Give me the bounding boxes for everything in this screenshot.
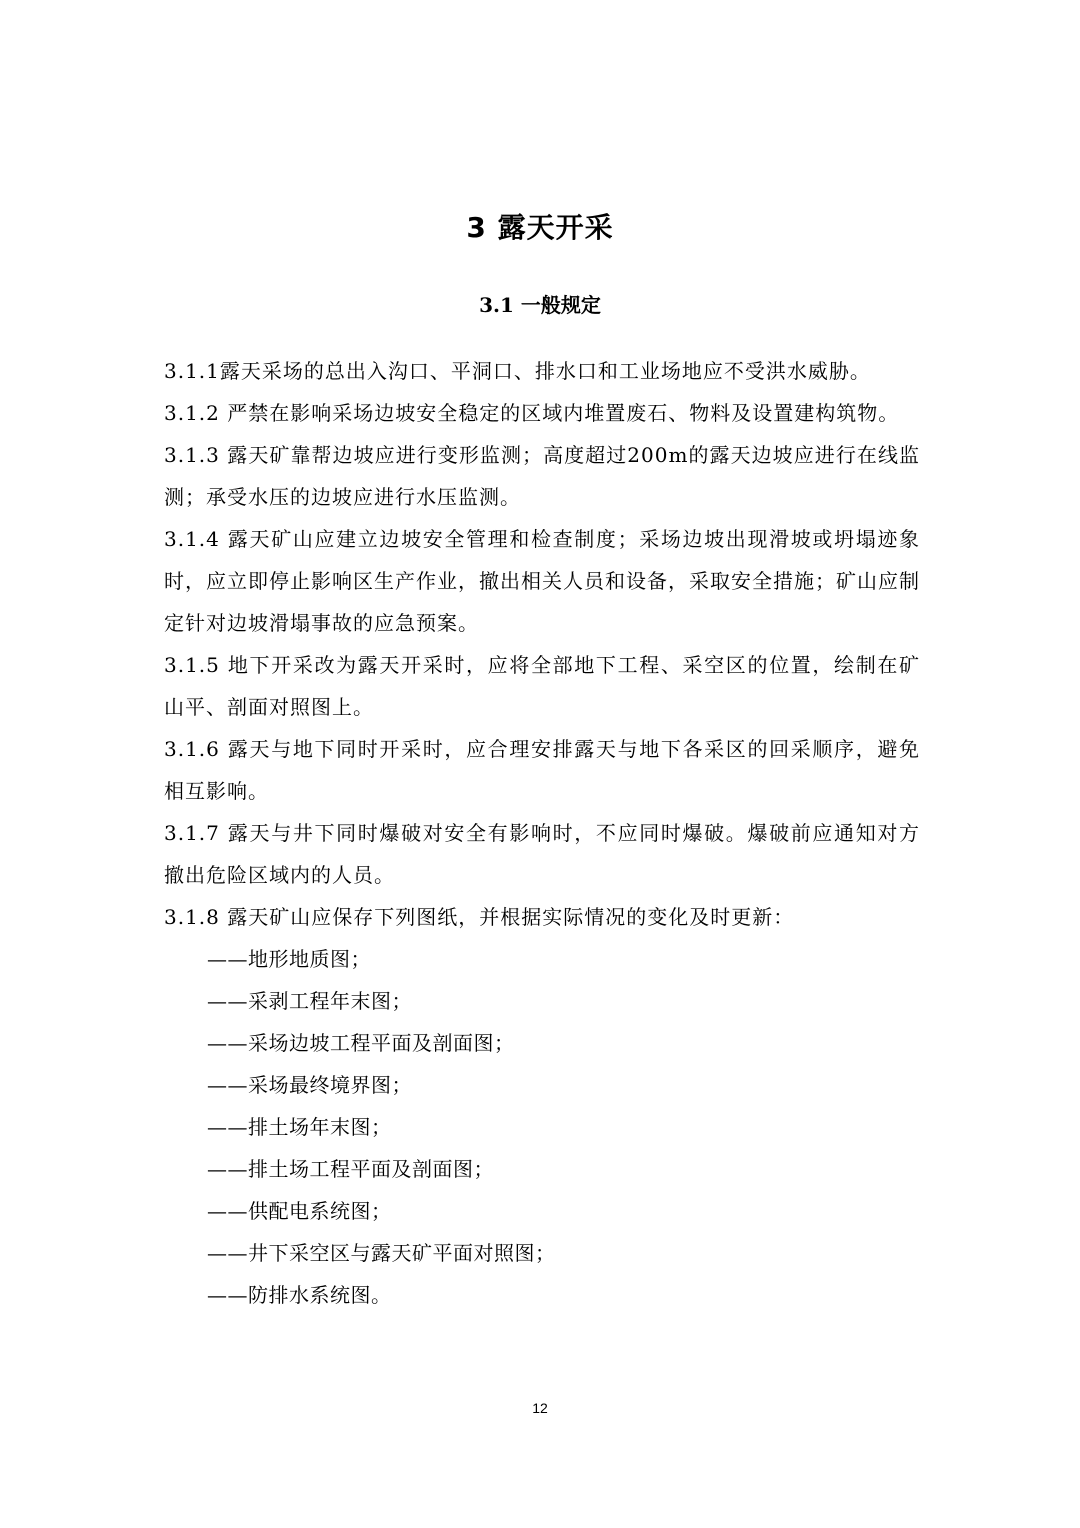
drawing-list-item: ——防排水系统图。 [207, 1283, 392, 1307]
clause-3-1-3: 3.1.3 露天矿靠帮边坡应进行变形监测；高度超过200m的露天边坡应进行在线监测；承受水压的边坡应进行水压监测。 [164, 443, 920, 509]
drawing-list-item: ——采场最终境界图； [207, 1073, 412, 1097]
drawing-list-item: ——供配电系统图； [207, 1199, 392, 1223]
page-number: 12 [532, 1400, 548, 1416]
clause-3-1-2: 3.1.2 严禁在影响采场边坡安全稳定的区域内堆置废石、物料及设置建构筑物。 [164, 401, 900, 425]
clause-3-1-6: 3.1.6 露天与地下同时开采时，应合理安排露天与地下各采区的回采顺序，避免相互影响。 [164, 737, 920, 803]
drawing-list-item: ——地形地质图； [207, 947, 371, 971]
clause-3-1-5: 3.1.5 地下开采改为露天开采时，应将全部地下工程、采空区的位置，绘制在矿山平、剖面对照图上。 [164, 653, 920, 719]
drawing-list-item: ——采场边坡工程平面及剖面图； [207, 1031, 515, 1055]
section-title: 3.1 一般规定 [479, 293, 601, 317]
drawing-list-item: ——采剥工程年末图； [207, 989, 412, 1013]
document-body [164, 350, 920, 1316]
drawing-list-item: ——排土场工程平面及剖面图； [207, 1157, 494, 1181]
clause-3-1-1: 3.1.1露天采场的总出入沟口、平洞口、排水口和工业场地应不受洪水威胁。 [164, 359, 871, 383]
clause-3-1-8: 3.1.8 露天矿山应保存下列图纸，并根据实际情况的变化及时更新： [164, 905, 795, 929]
clause-3-1-4: 3.1.4 露天矿山应建立边坡安全管理和检查制度；采场边坡出现滑坡或坍塌迹象时，应立即停止影响区生产作业，撤出相关人员和设备，采取安全措施；矿山应制定针对边坡滑塌事故的应急预案。 [164, 527, 920, 635]
chapter-title: 3 露天开采 [466, 211, 614, 244]
clause-3-1-7: 3.1.7 露天与井下同时爆破对安全有影响时，不应同时爆破。爆破前应通知对方撤出危险区域内的人员。 [164, 821, 920, 887]
drawing-list-item: ——排土场年末图； [207, 1115, 392, 1139]
drawing-list-item: ——井下采空区与露天矿平面对照图； [207, 1241, 556, 1265]
